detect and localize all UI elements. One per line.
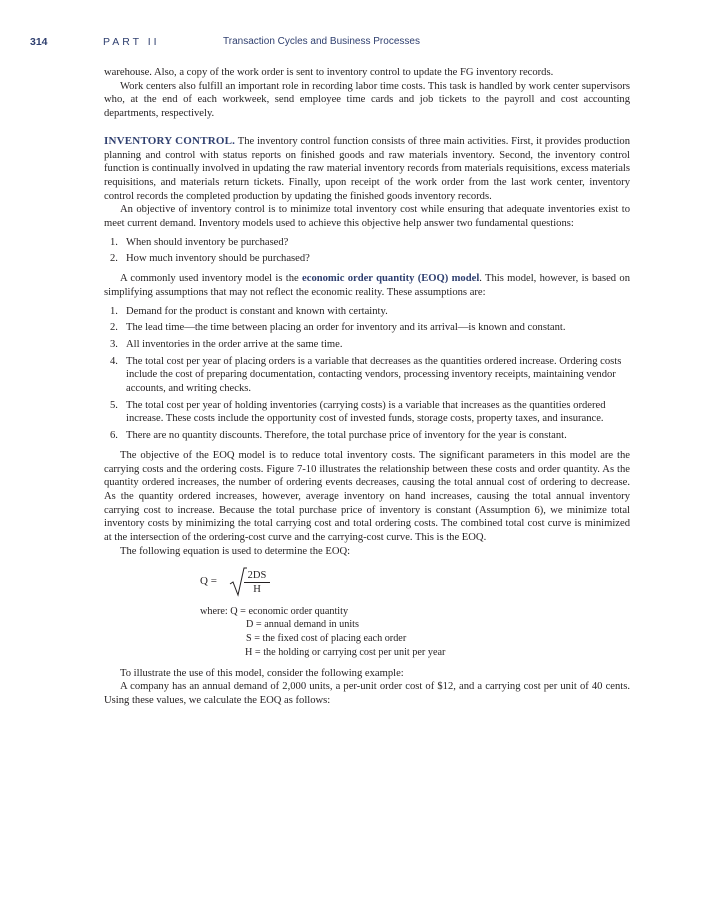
definition-d: D = annual demand in units [246, 619, 359, 631]
running-title: Transaction Cycles and Business Processes [223, 36, 420, 47]
paragraph-inventory-control [104, 135, 630, 204]
paragraph-objective: An objective of inventory control is to minimize total inventory cost while ensuring that adequate inventories exist to meet current demand. Inventory models used to achieve this objective help answer two fundamental questions: [104, 204, 630, 230]
definition-h: H = the holding or carrying cost per unit per year [245, 646, 446, 658]
paragraph-eoq-model: A commonly used inventory model is the economic order quantity (EOQ) model. This model, however, is based on simplifying assumptions that may not reflect the economic reality. These assumptions are: [104, 273, 630, 298]
definition-q: where: Q = economic order quantity [200, 605, 349, 617]
page-number: 314 [30, 36, 48, 48]
paragraph-eoq-objective: The objective of the EOQ model is to reduce total inventory costs. The significant parameters in this model are the carrying costs and the ordering costs. Figure 7-10 illustrates the relationship between these costs and order quantity. As the quantity ordered increases, the number of ordering events decreases, causing the total annual cost of ordering to decrease. As the quantity ordered increases, however, average inventory on hand increases, causing the total annual inventory carrying cost to increase. Because the total purchase price of inventory is constant (Assumption 6), we minimize total inventory costs by minimizing the total carrying cost and total ordering costs. The combined total cost curve is minimized at the intersection of the ordering-cost curve and the carrying-cost curve. This is the EOQ. [104, 449, 630, 544]
equation-lhs: Q = [200, 574, 217, 587]
page-body [104, 66, 630, 708]
list-item: 4. The total cost per year of placing orders is a variable that decreases as the quantities ordered increase. Ordering costs include the cost of preparing documentation, contacting vendors, processing inventory receipts, maintaining vendor accounts, and writing checks. [110, 355, 622, 395]
paragraph-example-intro: To illustrate the use of this model, consider the following example: [120, 667, 404, 679]
list-item: 3. All inventories in the order arrive at the same time. [110, 338, 343, 350]
eoq-equation [104, 565, 630, 605]
list-item: 2. How much inventory should be purchased? [110, 253, 310, 265]
key-term: economic order quantity (EOQ) model [302, 273, 480, 285]
section-heading: INVENTORY CONTROL. [104, 134, 236, 147]
questions-list [104, 236, 630, 266]
list-item: 5. The total cost per year of holding inventories (carrying costs) is a variable that increases as the quantities ordered increase. These costs include the opportunity cost of invested funds, storage costs, property taxes, and insurance. [110, 399, 606, 425]
list-item: 6. There are no quantity discounts. Therefore, the total purchase price of inventory for the year is constant. [110, 430, 567, 442]
paragraph-text: The inventory control function consists of three main activities. First, it provides production planning and control with status reports on finished goods and raw materials inventory. Second, the inventory control function is continually involved in updating the raw material inventory records from materials requisitions, excess materials requisitions, and materials return tickets. Finally, upon receipt of the work order from the last work center, inventory control records the completed production by updating the finished goods inventory records. [104, 135, 630, 202]
paragraph-warehouse: warehouse. Also, a copy of the work order is sent to inventory control to update the FG inventory records. [104, 67, 554, 78]
paragraph-equation-intro: The following equation is used to determine the EOQ: [120, 545, 351, 557]
list-item: 2. The lead time—the time between placing an order for inventory and its arrival—is known and constant. [110, 322, 566, 334]
list-item: 1. Demand for the product is constant and known with certainty. [110, 305, 388, 317]
part-label: PART II [103, 36, 160, 48]
equation-denominator: H [253, 583, 261, 595]
equation-numerator: 2DS [244, 569, 270, 583]
list-item: 1. When should inventory be purchased? [110, 236, 289, 248]
equation-fraction [244, 569, 270, 596]
equation-definitions [104, 605, 630, 661]
paragraph-example: A company has an annual demand of 2,000 units, a per-unit order cost of $12, and a carrying cost per unit of 40 cents. Using these values, we calculate the EOQ as follows: [104, 681, 630, 706]
definition-s: S = the fixed cost of placing each order [246, 632, 407, 644]
paragraph-work-centers: Work centers also fulfill an important role in recording labor time costs. This task is handled by work center supervisors who, at the end of each workweek, send employee time cards and job tickets to the payroll and cost accounting departments, respectively. [104, 80, 630, 120]
assumptions-list [104, 305, 630, 443]
page-header [30, 36, 690, 50]
